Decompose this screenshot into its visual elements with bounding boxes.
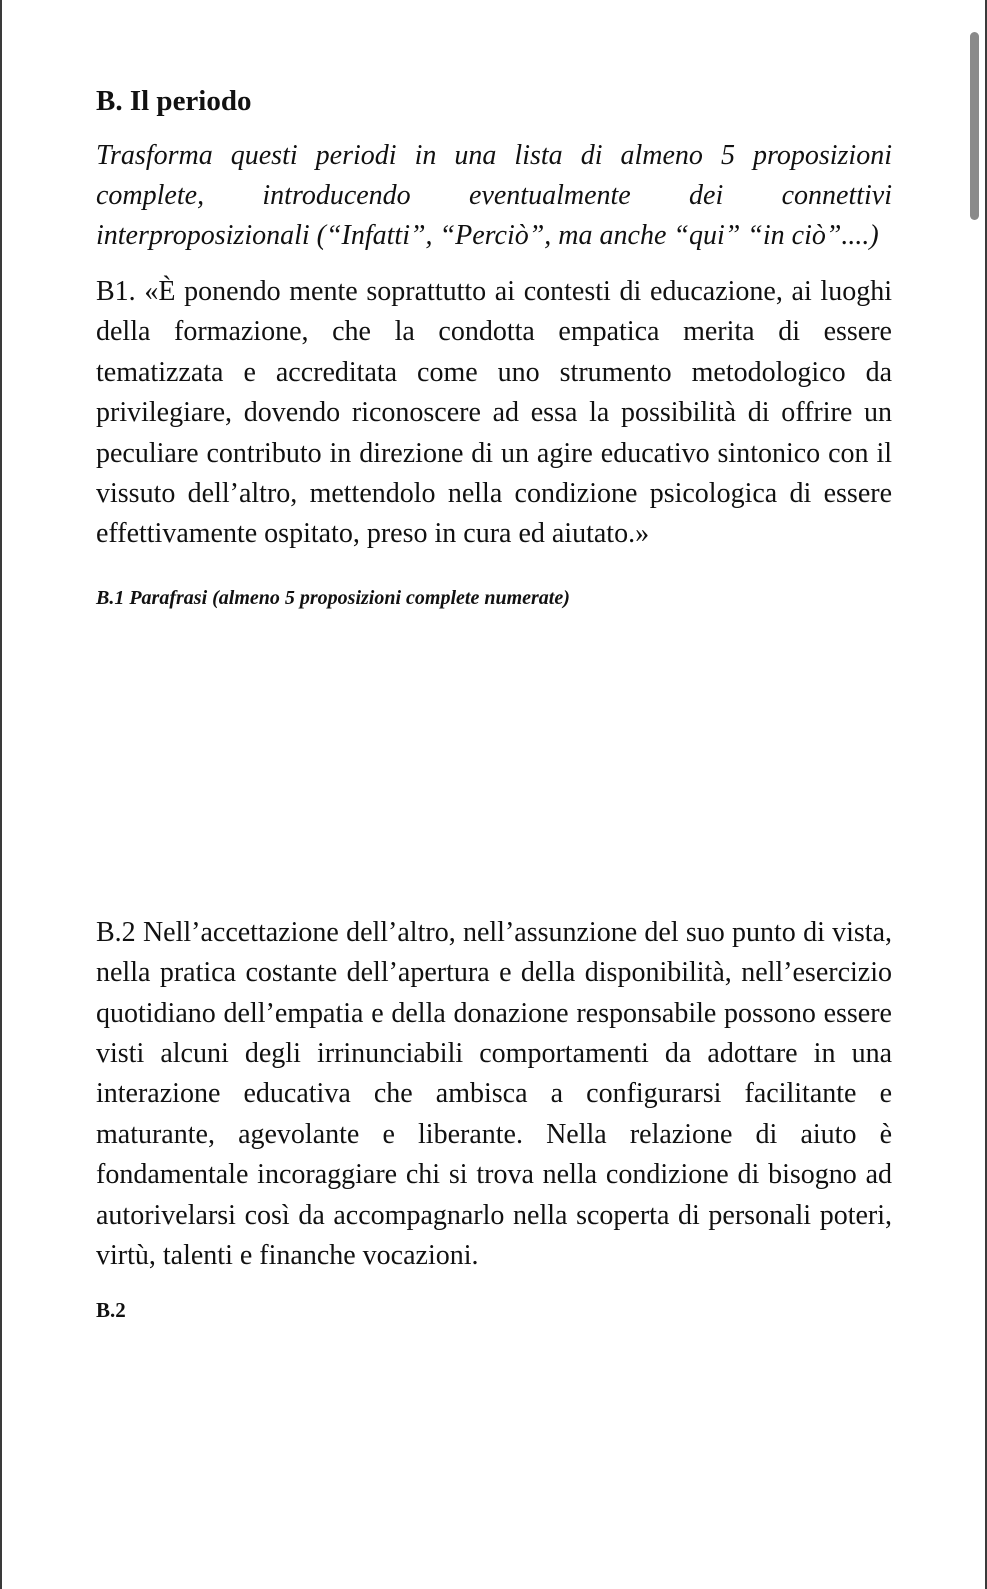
- scrollbar-thumb[interactable]: [970, 32, 979, 220]
- b1-passage: B1. «È ponendo mente soprattutto ai contesti di educazione, ai luoghi della formazione, che la condotta empatica merita di essere tematizzata e accreditata come uno strumento metodologico da privilegiare, dovendo riconoscere ad essa la possibilità di offrire un peculiare contributo in direzione di un agire educativo sintonico con il vissuto dell’altro, mettendolo nella condizione psicologica di essere effettivamente ospitato, preso in cura ed aiutato.»: [96, 276, 892, 550]
- b2-passage: B.2 Nell’accettazione dell’altro, nell’assunzione del suo punto di vista, nella pratica costante dell’apertura e della disponibilità, nell’esercizio quotidiano dell’empatia e della donazione responsabile possono essere visti alcuni degli irrinunciabili comportamenti da adottare in una interazione educativa che ambisca a configurarsi facilitante e maturante, agevolante e liberante. Nella relazione di aiuto è fondamentale incoraggiare chi si trova nella condizione di bisogno ad autorivelarsi così da accompagnarlo nella scoperta di personali poteri, virtù, talenti e finanche vocazioni.: [96, 916, 892, 1272]
- page-left-border: [0, 0, 2, 1589]
- section-title: B. Il periodo: [96, 85, 252, 117]
- b2-answer-heading: B.2: [96, 1297, 126, 1322]
- vertical-scrollbar[interactable]: [967, 30, 983, 230]
- document-page: [96, 80, 892, 1325]
- exercise-instructions: Trasforma questi periodi in una lista di almeno 5 proposizioni complete, introducendo eventualmente dei connettivi interproposizionali (“Infatti”, “Perciò”, ma anche “qui” “in ciò”....): [96, 140, 892, 251]
- b1-answer-area[interactable]: [96, 613, 892, 913]
- b1-answer-heading: B.1 Parafrasi (almeno 5 proposizioni complete numerate): [96, 586, 570, 609]
